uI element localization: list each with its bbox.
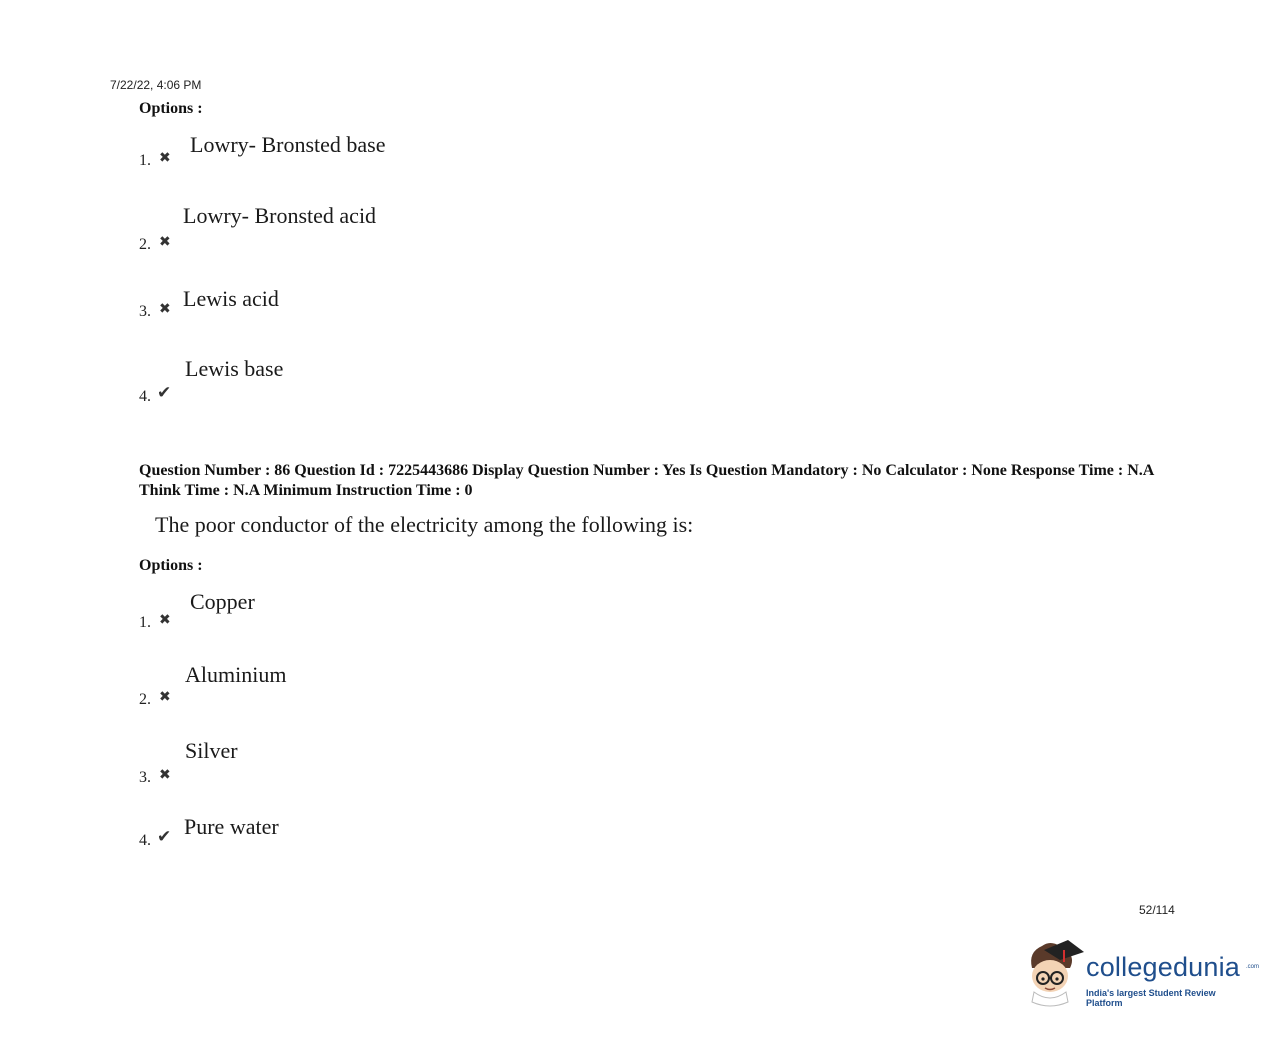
wrong-mark-icon: ✖ <box>159 234 171 250</box>
option-number: 4. <box>139 832 151 849</box>
logo-tagline: India's largest Student Review Platform <box>1086 988 1216 1008</box>
option-text: Pure water <box>184 814 279 839</box>
wrong-mark-icon: ✖ <box>159 301 171 317</box>
question-text: The poor conductor of the electricity among the following is: <box>155 512 694 537</box>
logo-domain-suffix: .com <box>1246 964 1260 970</box>
option-number: 3. <box>139 769 151 786</box>
option-number: 3. <box>139 303 151 320</box>
page-number: 52/114 <box>1139 903 1175 917</box>
options-label: Options : <box>139 100 203 117</box>
wrong-mark-icon: ✖ <box>159 612 171 628</box>
collegedunia-logo <box>1024 938 1260 1010</box>
question-meta: Question Number : 86 Question Id : 7225443686 Display Question Number : Yes Is Question Mandatory : No Calculator : None Response Time : N.A Think Time : N.A Minimum Instruction Time : 0 <box>139 462 1154 499</box>
option-text: Copper <box>190 589 255 614</box>
options-label: Options : <box>139 557 203 574</box>
wrong-mark-icon: ✖ <box>159 150 171 166</box>
option-text: Lewis base <box>185 356 284 381</box>
wrong-mark-icon: ✖ <box>159 767 171 783</box>
option-text: Lewis acid <box>183 286 279 311</box>
option-text: Lowry- Bronsted base <box>190 132 386 157</box>
logo-wordmark: collegedunia <box>1086 952 1241 982</box>
option-number: 1. <box>139 152 151 169</box>
wrong-mark-icon: ✖ <box>159 689 171 705</box>
option-text: Lowry- Bronsted acid <box>183 203 377 228</box>
option-number: 2. <box>139 236 151 253</box>
option-number: 2. <box>139 691 151 708</box>
option-text: Aluminium <box>185 662 287 687</box>
option-number: 1. <box>139 614 151 631</box>
option-number: 4. <box>139 388 151 405</box>
option-text: Silver <box>185 738 238 763</box>
check-mark-icon: ✔ <box>157 383 172 403</box>
print-timestamp: 7/22/22, 4:06 PM <box>110 78 202 92</box>
mascot-icon <box>1024 938 1086 1010</box>
check-mark-icon: ✔ <box>157 827 172 847</box>
